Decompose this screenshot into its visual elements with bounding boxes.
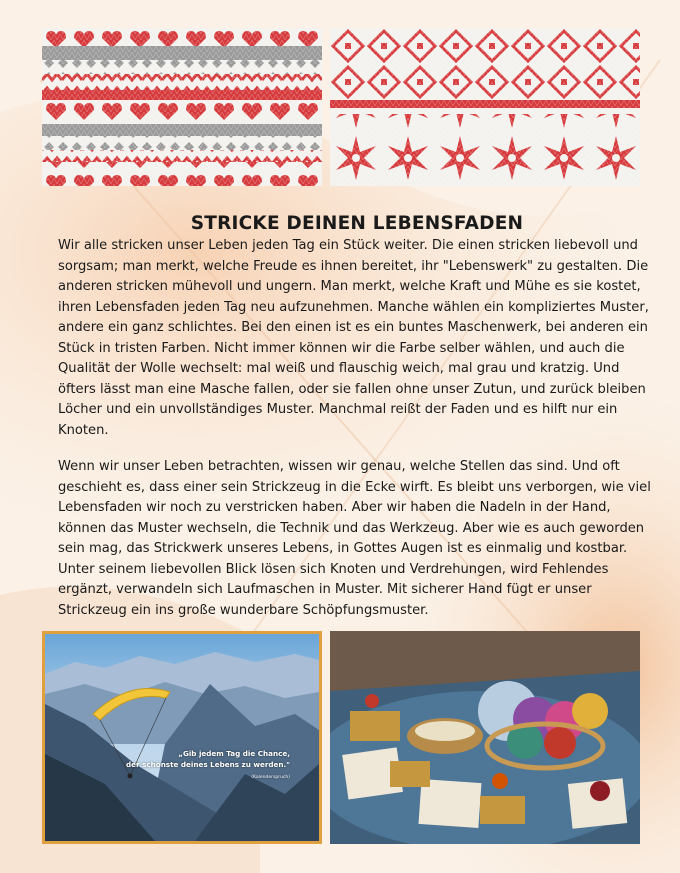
page-title: STRICKE DEINEN LEBENSFADEN bbox=[190, 213, 524, 235]
paraglider-photo bbox=[42, 631, 322, 844]
quote-line-2: der schönste deines Lebens zu werden." bbox=[126, 760, 290, 769]
quote-source: (Kalenderspruch) bbox=[251, 775, 290, 780]
mountain-landscape-image bbox=[45, 634, 319, 841]
photo-quote bbox=[90, 748, 290, 783]
wool-table-image bbox=[330, 631, 640, 844]
knit-pattern-right bbox=[330, 28, 640, 186]
knitting-table-photo bbox=[330, 631, 640, 844]
quote-line-1: „Gib jedem Tag die Chance, bbox=[178, 749, 290, 758]
knit-pattern-left bbox=[42, 28, 322, 186]
body-paragraph-1: Wir alle stricken unser Leben jeden Tag ein Stück weiter. Die einen stricken liebevoll und sorgsam; man merkt, welche Freude es ihnen bereitet, ihr "Lebenswerk" zu gestalten. Die anderen stricken mühevoll und ungern. Man merkt, welche Kraft und Mühe es sie kostet, ihren Lebensfaden jeden Tag neu aufzunehmen. Manche wählen ein kompliziertes Muster, andere ein ganz schlichtes. Bei den einen ist es ein buntes Maschenwerk, bei anderen ein Stück in tristen Farben. Nicht immer können wir die Farbe selber wählen, und auch die Qualität der Wolle wechselt: mal weiß und flauschig weich, mal grau und kratzig. Und öfters lässt man eine Masche fallen, oder sie fallen ohne unser Zutun, und zurück bleiben Löcher und ein unvollständiges Muster. Manchmal reißt der Faden und es hilft nur ein Knoten. bbox=[58, 238, 649, 438]
body-paragraph-2: Wenn wir unser Leben betrachten, wissen wir genau, welche Stellen das sind. Und oft geschieht es, dass einer sein Strickzeug in die Ecke wirft. Es bleibt uns verborgen, wie viel Lebensfaden wir noch zu verstricken haben. Aber wir haben die Nadeln in der Hand, können das Muster wechseln, die Technik und das Werkzeug. Aber wie es auch geworden sein mag, das Strickwerk unseres Lebens, in Gottes Augen ist es einmalig und kostbar. Unter seinem liebevollen Blick lösen sich Knoten und Verdrehungen, wird Fehlendes ergänzt, verwandeln sich Laufmaschen in Muster. Mit sicherer Hand fügt er unser Strickzeug ein ins große wunderbare Schöpfungsmuster. bbox=[58, 459, 651, 618]
